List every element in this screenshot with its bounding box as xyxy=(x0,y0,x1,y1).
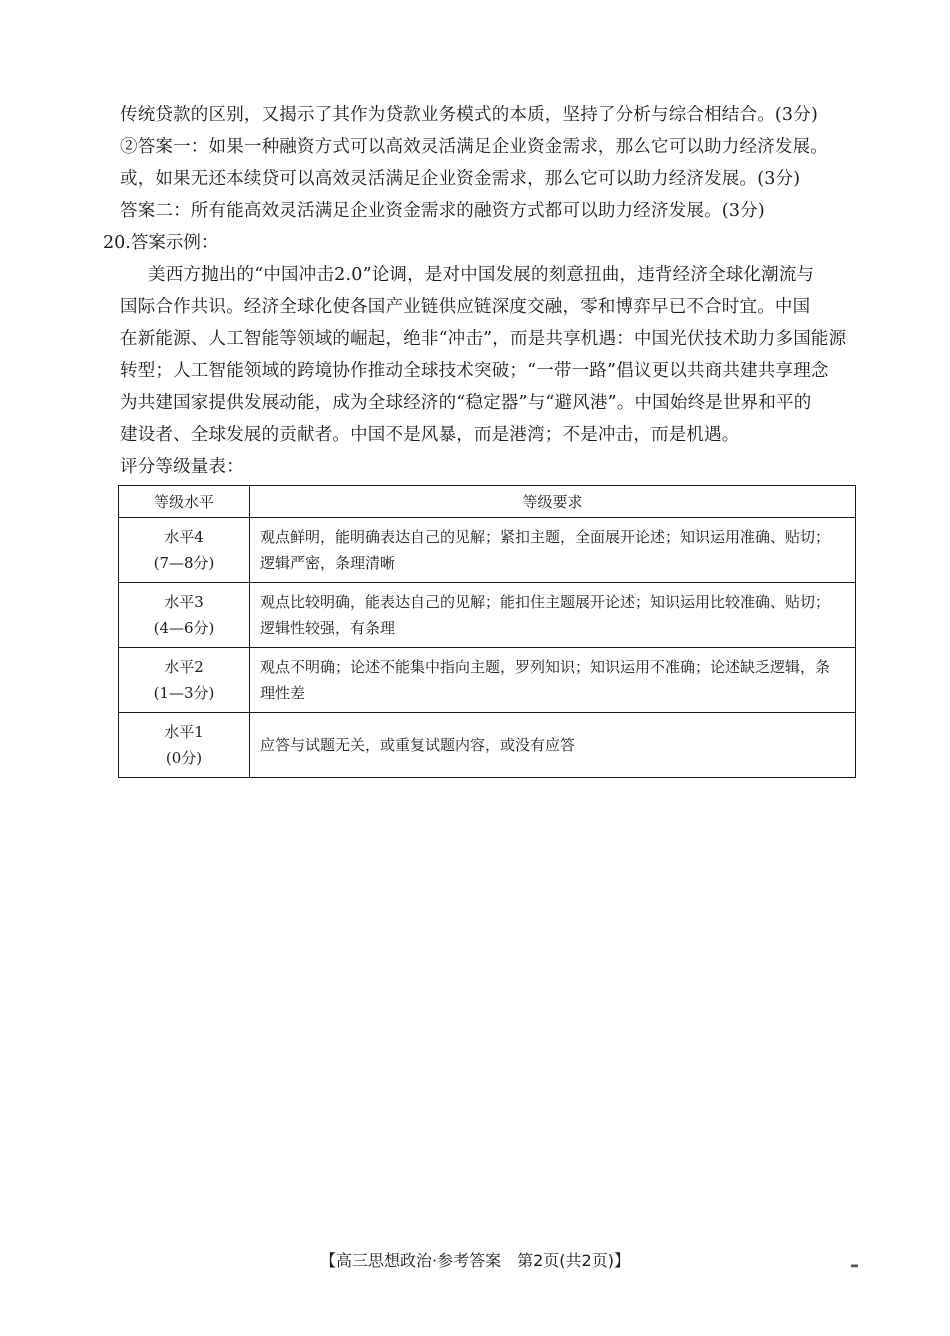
paragraph-line-6: 建设者、全球发展的贡献者。中国不是风暴，而是港湾；不是冲击，而是机遇。 xyxy=(120,425,740,445)
answer-line-2: ②答案一：如果一种融资方式可以高效灵活满足企业资金需求，那么它可以助力经济发展。 xyxy=(120,137,828,157)
answer-line-4: 答案二：所有能高效灵活满足企业资金需求的融资方式都可以助力经济发展。(3分) xyxy=(120,201,765,221)
header-requirements: 等级要求 xyxy=(250,486,856,518)
level-cell xyxy=(119,648,250,713)
grading-rubric-table xyxy=(118,485,856,778)
requirement-line-1: 观点比较明确，能表达自己的见解；能扣住主题展开论述；知识运用比较准确、贴切； xyxy=(260,593,831,611)
requirement-line-1: 观点鲜明，能明确表达自己的见解；紧扣主题，全面展开论述；知识运用准确、贴切； xyxy=(260,528,831,546)
table-header-row xyxy=(119,486,856,518)
requirement-line-1: 应答与试题无关，或重复试题内容，或没有应答 xyxy=(260,736,576,754)
requirement-cell xyxy=(250,583,856,648)
level-cell xyxy=(119,713,250,778)
requirement-cell xyxy=(250,713,856,778)
table-row xyxy=(119,518,856,583)
requirement-line-2: 理性差 xyxy=(260,684,306,702)
level-name: 水平2 xyxy=(164,658,204,676)
level-cell xyxy=(119,583,250,648)
answer-line-3: 或，如果无还本续贷可以高效灵活满足企业资金需求，那么它可以助力经济发展。(3分) xyxy=(120,169,801,189)
requirement-line-1: 观点不明确；论述不能集中指向主题，罗列知识；知识运用不准确；论述缺乏逻辑，条 xyxy=(260,658,831,676)
table-row xyxy=(119,713,856,778)
corner-mark: ▂ xyxy=(851,1258,858,1268)
level-name: 水平3 xyxy=(164,593,204,611)
paragraph-line-2: 国际合作共识。经济全球化使各国产业链供应链深度交融，零和博弈早已不合时宜。中国 xyxy=(120,297,811,317)
answer-line-1: 传统贷款的区别，又揭示了其作为贷款业务模式的本质，坚持了分析与综合相结合。(3分) xyxy=(120,105,818,125)
requirement-line-2: 逻辑性较强，有条理 xyxy=(260,619,396,637)
level-score: (4—6分) xyxy=(153,619,215,637)
level-name: 水平4 xyxy=(164,528,204,546)
level-score: (7—8分) xyxy=(153,554,215,572)
level-score: (1—3分) xyxy=(153,684,215,702)
level-name: 水平1 xyxy=(164,723,204,741)
header-level: 等级水平 xyxy=(119,486,250,518)
level-score: (0分) xyxy=(165,749,203,767)
paragraph-line-5: 为共建国家提供发展动能，成为全球经济的“稳定器”与“避风港”。中国始终是世界和平的 xyxy=(120,393,812,413)
page-footer: 【高三思想政治·参考答案 第2页(共2页)】 xyxy=(320,1251,630,1270)
question-20-heading xyxy=(103,231,218,255)
scale-title: 评分等级量表： xyxy=(120,457,244,477)
requirement-line-2: 逻辑严密，条理清晰 xyxy=(260,554,396,572)
paragraph-line-4: 转型；人工智能领域的跨境协作推动全球技术突破；“一带一路”倡议更以共商共建共享理念 xyxy=(120,361,829,381)
paragraph-line-3: 在新能源、人工智能等领域的崛起，绝非“冲击”，而是共享机遇：中国光伏技术助力多国能源 xyxy=(120,329,847,349)
paragraph-line-1: 美西方抛出的“中国冲击2.0”论调，是对中国发展的刻意扭曲，违背经济全球化潮流与 xyxy=(148,265,815,285)
level-cell xyxy=(119,518,250,583)
question-number: 20. xyxy=(103,233,131,253)
table-row xyxy=(119,583,856,648)
question-heading-text: 答案示例： xyxy=(130,233,219,253)
requirement-cell xyxy=(250,648,856,713)
table-row xyxy=(119,648,856,713)
requirement-cell xyxy=(250,518,856,583)
